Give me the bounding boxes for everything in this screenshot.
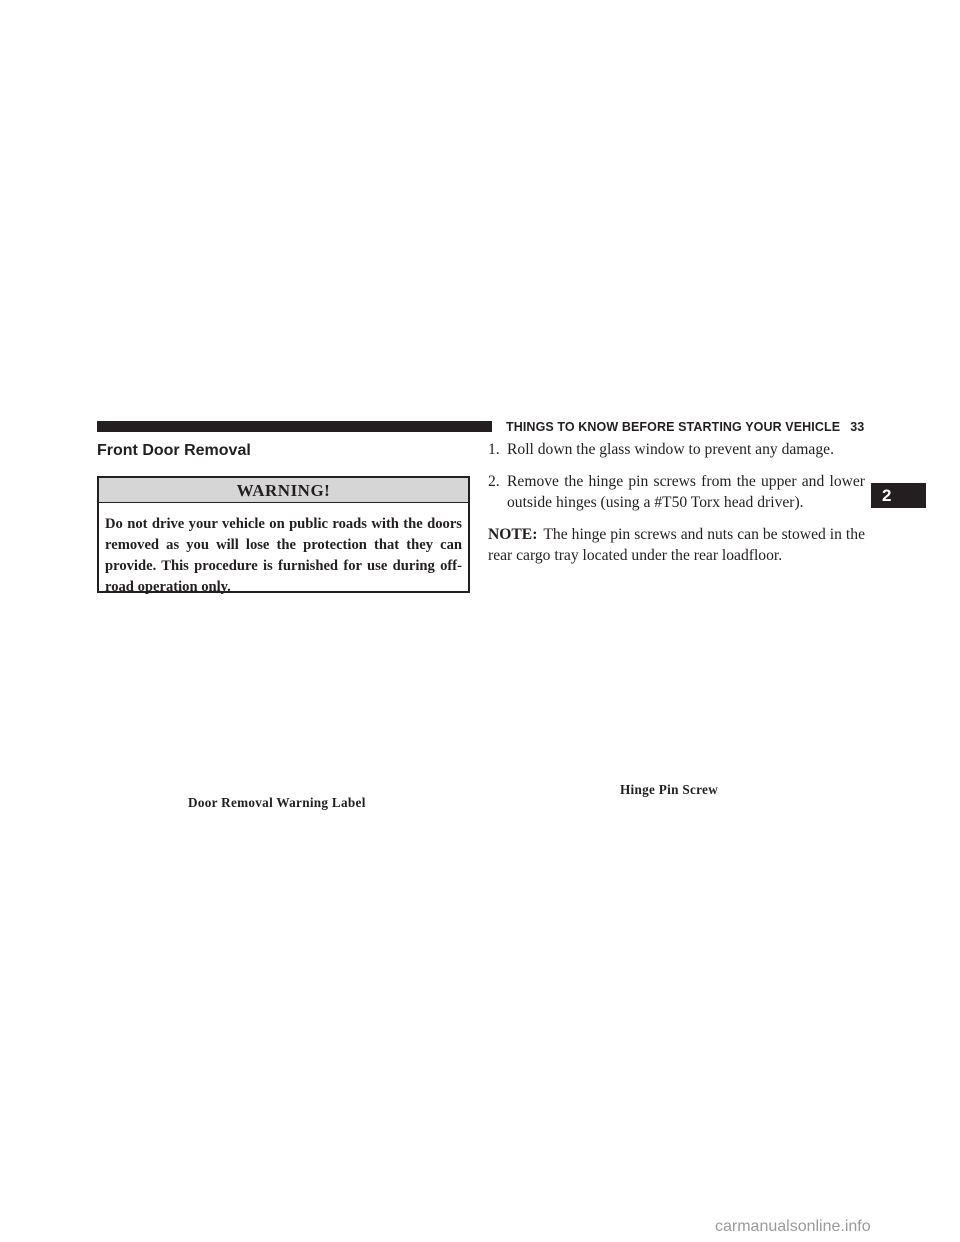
- note: [488, 524, 865, 566]
- page-number: 33: [850, 420, 865, 434]
- instructions-column: [488, 439, 865, 566]
- step-item: [488, 471, 865, 513]
- figure-caption-warning-label: Door Removal Warning Label: [188, 795, 366, 810]
- step-text: Roll down the glass window to prevent any damage.: [507, 441, 834, 458]
- header-rule: [97, 421, 492, 432]
- warning-heading: WARNING!: [99, 478, 468, 503]
- figure-caption-hinge-pin: Hinge Pin Screw: [620, 782, 719, 797]
- section-title: Front Door Removal: [97, 442, 251, 459]
- step-number: 1.: [488, 441, 500, 458]
- header-title: THINGS TO KNOW BEFORE STARTING YOUR VEHICLE: [506, 420, 841, 434]
- chapter-tab: 2: [871, 483, 926, 508]
- step-text: Remove the hinge pin screws from the upper and lower outside hinges (using a #T50 Torx head driver).: [507, 473, 865, 511]
- watermark: carmanualsonline.info: [715, 1218, 871, 1235]
- step-item: [488, 439, 865, 460]
- step-number: 2.: [488, 473, 500, 490]
- warning-text: Do not drive your vehicle on public roads with the doors removed as you will lose the protection that they can provide. This procedure is furnished for use during off-road operation only.: [105, 516, 462, 595]
- note-label: NOTE:: [488, 526, 538, 543]
- note-text: The hinge pin screws and nuts can be stowed in the rear cargo tray located under the rear loadfloor.: [488, 526, 865, 564]
- warning-box: [97, 476, 470, 593]
- running-header: [506, 420, 866, 434]
